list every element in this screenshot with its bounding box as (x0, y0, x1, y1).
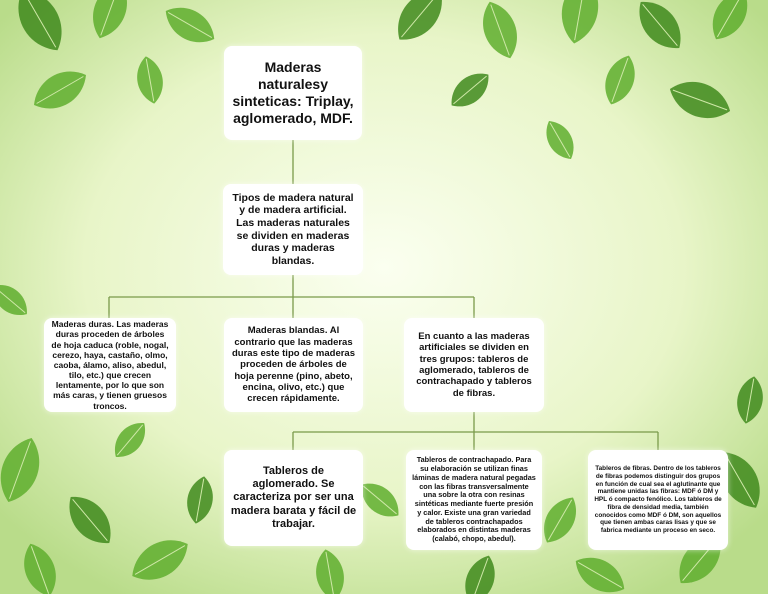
hardwood-node (44, 318, 176, 412)
plywood-node (406, 450, 542, 550)
softwood-node (224, 318, 363, 412)
fiberboard-node (588, 450, 728, 550)
fiberboard-node-text: Tableros de fibras. Dentro de los tableros de fibras podemos distinguir dos grupos en función de cual sea el aglutinante que mantiene unidas las fibras: MDF ó DM y HPL ó compacto fenólico. Los tableros de fibra de densidad media, también conocidos como MDF ó DM, son aquellos que tienen ambas caras lisas y que se fabrica mediante un proceso en seco. (594, 465, 722, 534)
root-node-text: Maderas naturalesy sinteticas: Triplay, aglomerado, MDF. (232, 59, 354, 126)
types-node (223, 184, 363, 275)
chipboard-node-text: Tableros de aglomerado. Se caracteriza por ser una madera barata y fácil de trabajar. (230, 465, 357, 530)
types-node-text: Tipos de madera natural y de madera artificial. Las maderas naturales se dividen en maderas duras y maderas blandas. (232, 191, 354, 267)
artificial-node (404, 318, 544, 412)
root-node (224, 46, 362, 140)
softwood-node-text: Maderas blandas. Al contrario que las maderas duras este tipo de maderas proceden de árboles de hoja perenne (pino, abeto, encina, olivo, etc.) que crecen rápidamente. (231, 325, 356, 405)
artificial-node-text: En cuanto a las maderas artificiales se dividen en tres grupos: tableros de aglomerado, tableros de contrachapado y tableros de fibras. (416, 330, 532, 399)
plywood-node-text: Tableros de contrachapado. Para su elaboración se utilizan finas láminas de madera natural pegadas con las fibras transversalmente una sobre la otra con resinas sintéticas mediante fuerte presión y calor. Existe una gran variedad de tableros contrachapados elaborados en distintas maderas (calabó, chopo, abedul). (412, 455, 536, 543)
hardwood-node-text: Maderas duras. Las maderas duras proceden de árboles de hoja caduca (roble, nogal, cerezo, haya, castaño, olmo, caoba, álamo, aliso, abedul, tilo, etc.) que crecen lentamente, por lo que son más caras, y tienen gruesos troncos. (51, 319, 169, 411)
chipboard-node (224, 450, 363, 546)
